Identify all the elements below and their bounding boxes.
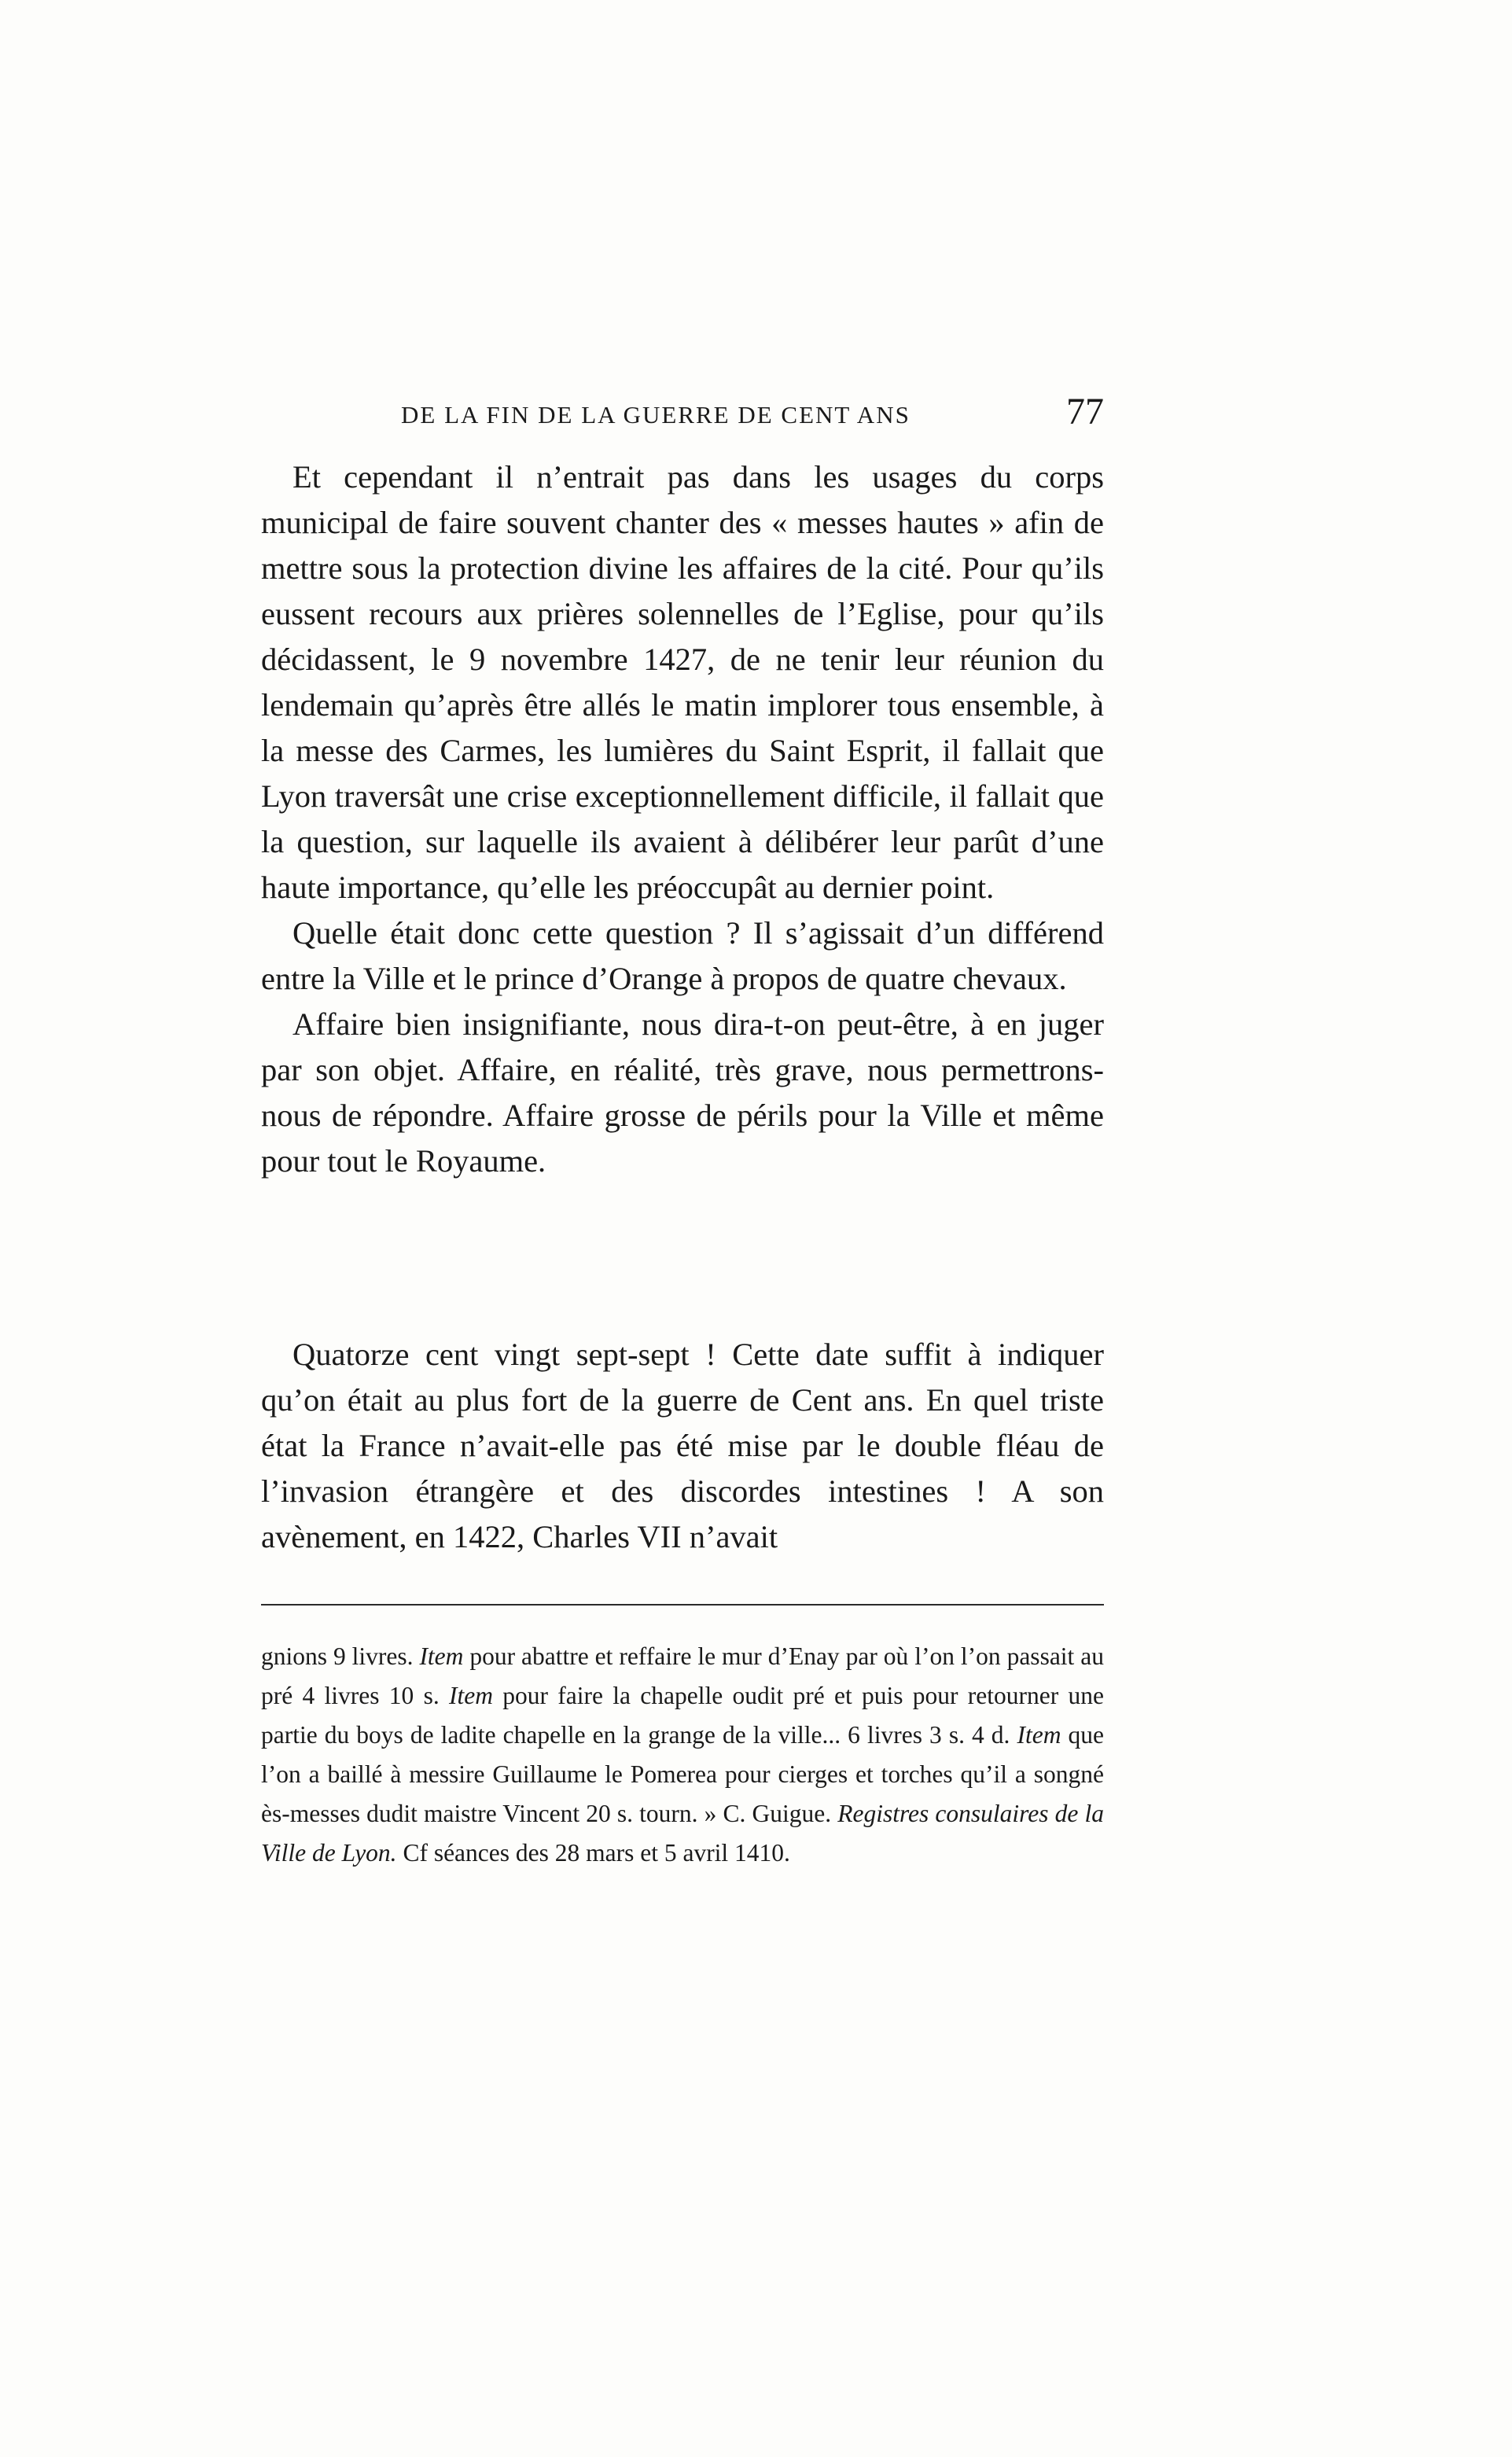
paragraph: Et cependant il n’entrait pas dans les usages du corps municipal de faire souvent chanter des « messes hautes » afin de mettre sous la protection divine les affaires de la cité. Pour qu’ils eussent recours aux prières solennelles de l’Eglise, pour qu’ils décidassent, le 9 novembre 1427, de ne tenir leur réunion du lendemain qu’après être allés le matin implorer tous ensemble, à la messe des Carmes, les lumières du Saint Esprit, il fallait que Lyon traversât une crise exceptionnellement difficile, il fallait que la question, sur laquelle ils avaient à délibérer leur parût d’une haute importance, qu’elle les préoccupât au dernier point. [261,459,1104,905]
footnote-part: gnions 9 livres. [261,1642,420,1670]
section-two-text [261,1332,1104,1560]
footnote-text [261,1637,1104,1873]
footnote-part: que l’on a baillé à messire Guillaume le Pomerea pour cierges et torches qu’il a songné ès-messes dudit maistre Vincent 20 s. tourn. » C. Guigue. [261,1721,1105,1827]
footnote-item: Item [448,1682,493,1709]
page-header [261,390,1104,445]
running-title: DE LA FIN DE LA GUERRE DE CENT ANS [401,401,911,429]
footnote-divider [261,1604,1104,1606]
footnote-source-title: Registres consulaires de la Ville de Lyon. [261,1800,1104,1867]
paragraph: Quatorze cent vingt sept-sept ! Cette date suffit à indiquer qu’on était au plus fort de la guerre de Cent ans. En quel triste état la France n’avait-elle pas été mise par le double fléau de l’invasion étrangère et des discordes intestines ! A son avènement, en 1422, Charles VII n’avait [261,1337,1104,1554]
footnote [261,1637,1104,1873]
footnote-item: Item [1017,1721,1061,1749]
footnote-part: Cf séances des 28 mars et 5 avril 1410. [396,1839,790,1867]
page-number: 77 [1066,391,1104,432]
paragraph: Quelle était donc cette question ? Il s’agissait d’un différend entre la Ville et le prince d’Orange à propos de quatre chevaux. [261,915,1104,996]
footnote-part: pour abattre et reffaire le mur d’Enay par où l’on l’on passait au pré 4 livres 10 s. [261,1642,1104,1709]
main-text [261,454,1104,1184]
footnote-item: Item [419,1642,464,1670]
footnote-part: pour faire la chapelle oudit pré et puis pour retourner une partie du boys de ladite chapelle en la grange de la ville... 6 livres 3 s. 4 d. [261,1682,1104,1749]
paragraph: Affaire bien insignifiante, nous dira-t-on peut-être, à en juger par son objet. Affaire, en réalité, très grave, nous permettrons-nous de répondre. Affaire grosse de périls pour la Ville et même pour tout le Royaume. [261,1006,1104,1179]
